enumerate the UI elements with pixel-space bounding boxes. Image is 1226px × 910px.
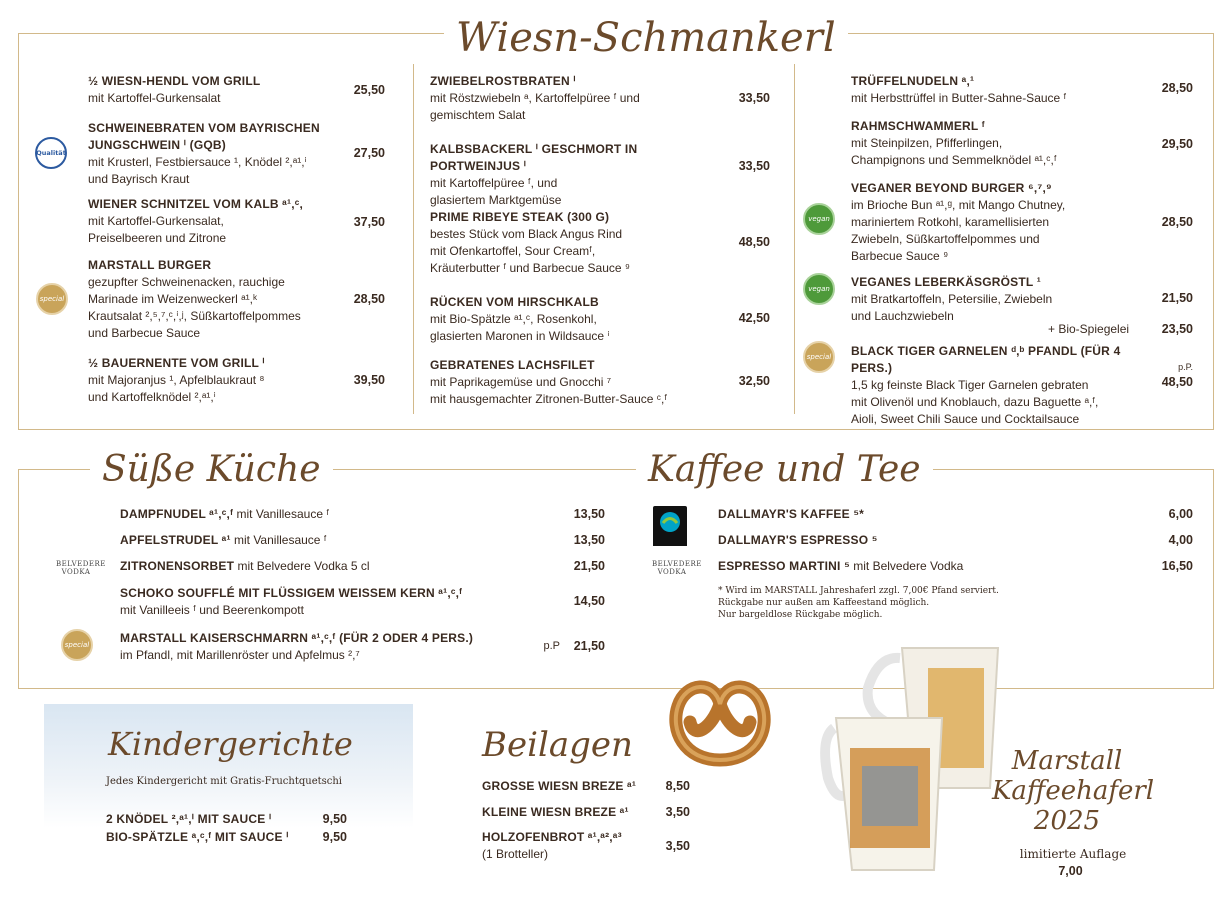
- menu-item: RAHMSCHWAMMERL ᶠ mit Steinpilzen, Pfifferlingen, Champignons und Semmelknödel ᵃ¹,ᶜ,ᶠ: [851, 119, 1057, 167]
- pretzel-icon: [664, 670, 776, 770]
- kids-item: BIO-SPÄTZLE ᵃ,ᶜ,ᶠ MIT SAUCE ⁱ: [106, 830, 289, 844]
- side-item: KLEINE WIESN BREZE ᵃ¹: [482, 805, 629, 819]
- mug-image: [818, 638, 1018, 878]
- menu-item: ZWIEBELROSTBRATEN ⁱ mit Röstzwiebeln ᵃ, Kartoffelpüree ᶠ und gemischtem Salat: [430, 74, 640, 122]
- dessert-price: 13,50: [573, 533, 605, 547]
- menu-price: 32,50: [738, 374, 770, 388]
- menu-item: MARSTALL BURGER gezupfter Schweinenacken, rauchige Marinade im Weizenweckerl ᵃ¹,ᵏ Krautsalat ²,⁵,⁷,ᶜ,ⁱ,ʲ, Süßkartoffelpommes und Barbecue Sauce: [88, 258, 301, 340]
- menu-item: VEGANES LEBERKÄSGRÖSTL ¹ mit Bratkartoffeln, Petersilie, Zwiebeln und Lauchzwiebeln: [851, 275, 1053, 323]
- marstall-price: 7,00: [1058, 864, 1083, 878]
- menu-price: 25,50: [353, 83, 385, 97]
- menu-item: KALBSBACKERL ⁱ GESCHMORT IN PORTWEINJUS ⁱ mit Kartoffelpüree ᶠ, und glasiertem Marktgemüse: [430, 142, 638, 207]
- dessert-price: 14,50: [573, 594, 605, 608]
- menu-price: 48,50: [1161, 375, 1193, 389]
- divider-1: [413, 64, 414, 414]
- heading-schmankerl: Wiesn-Schmankerl: [444, 18, 848, 58]
- kids-price: 9,50: [322, 812, 347, 826]
- coffee-footnote: * Wird im MARSTALL Jahreshaferl zzgl. 7,00€ Pfand serviert. Rückgabe nur außen am Kaffeestand möglich. Nur bargeldlose Rückgabe möglich.: [718, 586, 999, 620]
- menu-item: GEBRATENES LACHSFILET mit Paprikagemüse und Gnocchi ⁷ mit hausgemachter Zitronen-Butter-Sauce ᶜ,ᶠ: [430, 358, 668, 406]
- dessert-item: DAMPFNUDEL ᵃ¹,ᶜ,ᶠ mit Vanillesauce ᶠ: [120, 507, 330, 521]
- dessert-price: 13,50: [573, 507, 605, 521]
- menu-item: TRÜFFELNUDELN ᵃ,¹ mit Herbsttrüffel in Butter-Sahne-Sauce ᶠ: [851, 74, 1067, 105]
- coffee-price: 6,00: [1168, 507, 1193, 521]
- menu-price: 37,50: [353, 215, 385, 229]
- coffee-price: 4,00: [1168, 533, 1193, 547]
- kids-panel: [44, 704, 413, 828]
- side-price: 3,50: [665, 805, 690, 819]
- menu-price: 39,50: [353, 373, 385, 387]
- coffee-item: ESPRESSO MARTINI ⁵ mit Belvedere Vodka: [718, 559, 964, 573]
- menu-item: SCHWEINEBRATEN VOM BAYRISCHEN JUNGSCHWEIN ⁱ (GQB) mit Krusterl, Festbiersauce ¹, Knödel ²,ᵃ¹,ⁱ und Bayrisch Kraut: [88, 121, 320, 186]
- spiegelei-label: + Bio-Spiegelei: [1048, 322, 1130, 336]
- menu-price: 29,50: [1161, 137, 1193, 151]
- special-badge-icon: special: [61, 629, 93, 661]
- kids-price: 9,50: [322, 830, 347, 844]
- menu-price: 33,50: [738, 159, 770, 173]
- dessert-price: 21,50: [573, 639, 605, 653]
- dessert-item: APFELSTRUDEL ᵃ¹ mit Vanillesauce ᶠ: [120, 533, 327, 547]
- special-badge-icon: special: [803, 341, 835, 373]
- menu-price: 27,50: [353, 146, 385, 160]
- menu-price: 42,50: [738, 311, 770, 325]
- coffee-item: DALLMAYR'S KAFFEE ⁵*: [718, 507, 865, 521]
- belvedere-logo: BELVEDERE VODKA: [652, 560, 702, 576]
- menu-item: BLACK TIGER GARNELEN ᵈ,ᵇ PFANDL (FÜR 4 PERS.) 1,5 kg feinste Black Tiger Garnelen gebraten mit Olivenöl und Knoblauch, dazu Baguette ᵃ,ᶠ, Aioli, Sweet Chili Sauce und Cocktailsauce: [851, 344, 1121, 426]
- per-person-label: p.P: [543, 640, 560, 652]
- menu-price: 33,50: [738, 91, 770, 105]
- menu-price: 28,50: [353, 292, 385, 306]
- menu-item: RÜCKEN VOM HIRSCHKALB mit Bio-Spätzle ᵃ¹,ᶜ, Rosenkohl, glasierten Maronen in Wildsauce ⁱ: [430, 295, 610, 343]
- menu-item: PRIME RIBEYE STEAK (300 G) bestes Stück vom Black Angus Rind mit Ofenkartoffel, Sour Creamᶠ, Kräuterbutter ᶠ und Barbecue Sauce ⁹: [430, 210, 631, 275]
- heading-kaffee: Kaffee und Tee: [636, 452, 933, 488]
- fairtrade-logo-icon: [653, 506, 687, 546]
- dessert-price: 21,50: [573, 559, 605, 573]
- side-item: HOLZOFENBROT ᵃ¹,ᵃ²,ᵃ³ (1 Brotteller): [482, 830, 622, 861]
- dessert-item: MARSTALL KAISERSCHMARRN ᵃ¹,ᶜ,ᶠ (FÜR 2 ODER 4 PERS.) im Pfandl, mit Marillenröster und Apfelmus ²,⁷: [120, 631, 474, 662]
- spiegelei-price: 23,50: [1161, 322, 1193, 336]
- side-price: 3,50: [665, 839, 690, 853]
- kids-item: 2 KNÖDEL ²,ᵃ¹,ⁱ MIT SAUCE ⁱ: [106, 812, 272, 826]
- divider-2: [794, 64, 795, 414]
- special-badge-icon: special: [36, 283, 68, 315]
- menu-item: ½ WIESN-HENDL VOM GRILL mit Kartoffel-Gurkensalat: [88, 74, 261, 105]
- side-item: GROSSE WIESN BREZE ᵃ¹: [482, 779, 637, 793]
- per-person-label: p.P.: [1178, 362, 1193, 372]
- side-price: 8,50: [665, 779, 690, 793]
- menu-item: WIENER SCHNITZEL VOM KALB ᵃ¹,ᶜ, mit Kartoffel-Gurkensalat, Preiselbeeren und Zitrone: [88, 197, 304, 245]
- vegan-badge-icon: vegan: [803, 273, 835, 305]
- heading-beilagen: Beilagen: [482, 725, 633, 765]
- quality-seal-icon: Qualität: [35, 137, 67, 169]
- kids-intro: Jedes Kindergericht mit Gratis-Fruchtquetschi: [106, 776, 343, 787]
- dessert-item: ZITRONENSORBET mit Belvedere Vodka 5 cl: [120, 559, 370, 573]
- heading-suesse: Süße Küche: [90, 452, 333, 488]
- menu-price: 28,50: [1161, 81, 1193, 95]
- coffee-item: DALLMAYR'S ESPRESSO ⁵: [718, 533, 878, 547]
- menu-price: 48,50: [738, 235, 770, 249]
- belvedere-logo: BELVEDERE VODKA: [56, 560, 106, 576]
- heading-marstall: Marstall Kaffeehaferl 2025: [992, 746, 1155, 836]
- heading-kinder: Kindergerichte: [108, 725, 353, 763]
- coffee-price: 16,50: [1161, 559, 1193, 573]
- menu-item: VEGANER BEYOND BURGER ⁶,⁷,⁹ im Brioche Bun ᵃ¹,ᵍ, mit Mango Chutney, mariniertem Rotkohl, karamellisierten Zwiebeln, Süßkartoffelpommes und Barbecue Sauce ⁹: [851, 181, 1066, 263]
- menu-price: 21,50: [1161, 291, 1193, 305]
- menu-price: 28,50: [1161, 215, 1193, 229]
- dessert-item: SCHOKO SOUFFLÉ MIT FLÜSSIGEM WEISSEM KERN ᵃ¹,ᶜ,ᶠ mit Vanilleeis ᶠ und Beerenkompott: [120, 586, 463, 617]
- menu-item: ½ BAUERNENTE VOM GRILL ⁱ mit Majoranjus ¹, Apfelblaukraut ⁸ und Kartoffelknödel ²,ᵃ¹,ⁱ: [88, 356, 265, 404]
- marstall-subtitle: limitierte Auflage: [1019, 847, 1127, 861]
- vegan-badge-icon: vegan: [803, 203, 835, 235]
